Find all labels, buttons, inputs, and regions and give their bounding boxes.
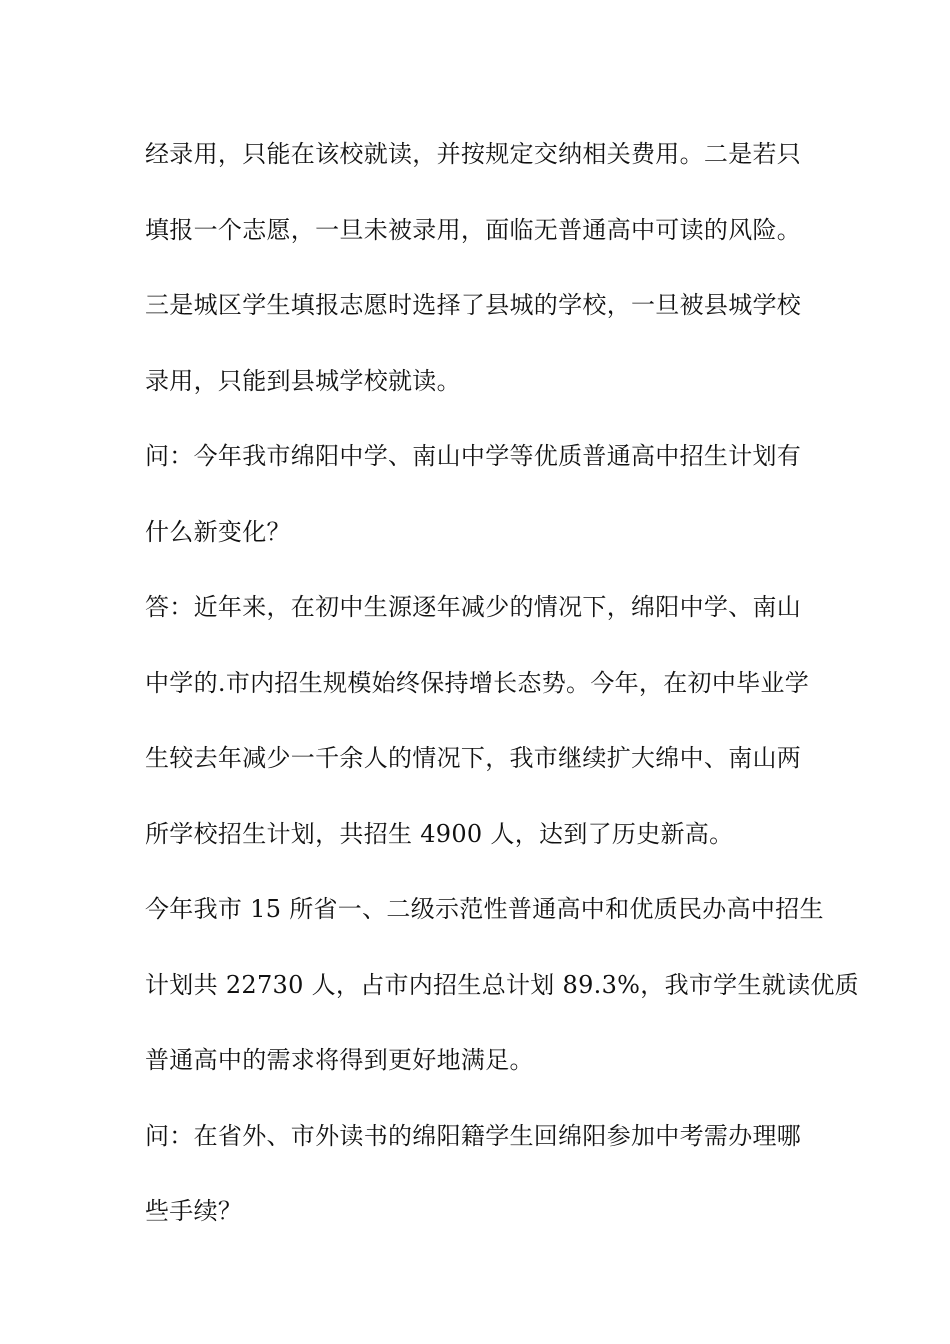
answer-line: 所学校招生计划，共招生 4900 人，达到了历史新高。 [145, 819, 734, 848]
question-line: 些手续？ [145, 1197, 243, 1225]
text-line: 今年我市 15 所省一、二级示范性普通高中和优质民办高中招生 [145, 895, 824, 923]
answer-line: 答：近年来，在初中生源逐年减少的情况下，绵阳中学、南山 [145, 593, 802, 621]
text-line: 普通高中的需求将得到更好地满足。 [145, 1046, 534, 1074]
text-line: 经录用，只能在该校就读，并按规定交纳相关费用。二是若只 [145, 140, 802, 168]
text-line: 计划共 22730 人，占市内招生总计划 89.3%，我市学生就读优质 [145, 970, 859, 999]
text-line: 三是城区学生填报志愿时选择了县城的学校，一旦被县城学校 [145, 291, 802, 319]
text-line: 填报一个志愿，一旦未被录用，面临无普通高中可读的风险。 [145, 215, 802, 244]
question-line: 问：今年我市绵阳中学、南山中学等优质普通高中招生计划有 [145, 442, 802, 470]
question-line: 什么新变化？ [145, 517, 291, 546]
document-body [145, 128, 859, 1261]
answer-line: 中学的.市内招生规模始终保持增长态势。今年，在初中毕业学 [145, 668, 810, 697]
text-line: 录用，只能到县城学校就读。 [145, 366, 461, 395]
answer-line: 生较去年减少一千余人的情况下，我市继续扩大绵中、南山两 [145, 744, 802, 772]
question-line: 问：在省外、市外读书的绵阳籍学生回绵阳参加中考需办理哪 [145, 1121, 802, 1150]
